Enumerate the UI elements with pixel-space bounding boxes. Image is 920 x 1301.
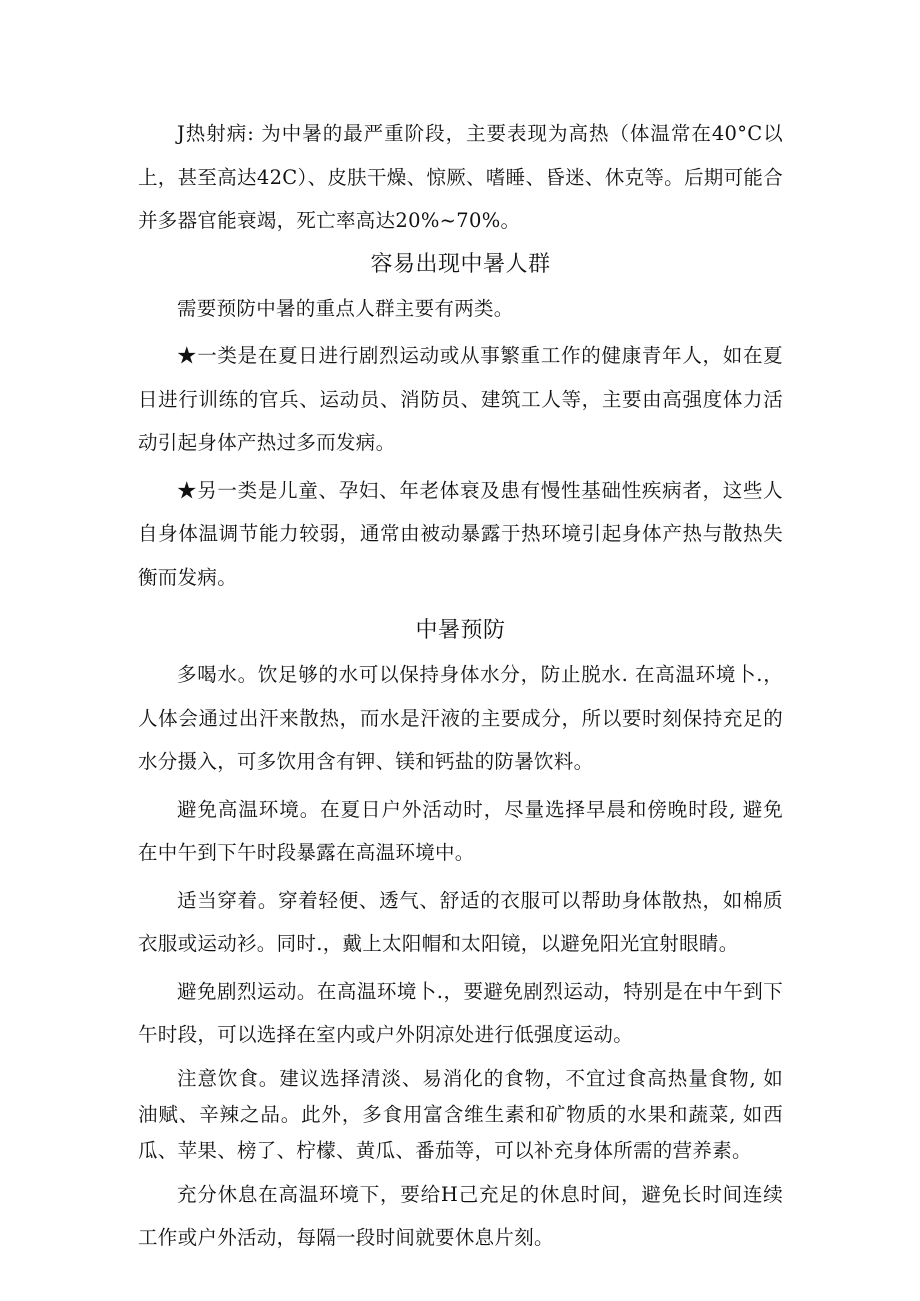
prevention-rest-paragraph: 充分休息在高温环境下，要给H己充足的休息时间，避免长时间连续工作或户外活动，每隔一段时间就要休息片刻。 — [138, 1182, 783, 1249]
prevention-water-paragraph: 多喝水。饮足够的水可以保持身体水分，防止脱水. 在高温环境卜.，人体会通过出汗来散热，而水是汗液的主要成分，所以要时刻保持充足的水分摄入，可多饮用含有钾、镁和钙盐的防暑饮料。 — [138, 663, 783, 773]
risk-groups-heading: 容易出现中暑人群 — [370, 251, 551, 277]
risk-group-1-paragraph: ★一类是在夏日进行剧烈运动或从事繁重工作的健康青年人，如在夏日进行训练的官兵、运动员、消防员、建筑工人等，主要由高强度体力活动引起身体产热过多而发病。 — [138, 344, 783, 454]
heatstroke-paragraph: J热射病: 为中暑的最严重阶段，主要表现为高热（体温常在40°C以上，甚至高达42C）、皮肤干燥、惊厥、嗜睡、昏迷、休克等。后期可能合并多器官能衰竭，死亡率高达20%~70%。 — [138, 122, 783, 232]
document-body — [138, 112, 783, 1260]
risk-group-2-paragraph: ★另一类是儿童、孕妇、年老体衰及患有慢性基础性疾病者，这些人自身体温调节能力较弱，通常由被动暴露于热环境引起身体产热与散热失衡而发病。 — [138, 478, 783, 589]
risk-groups-intro: 需要预防中暑的重点人群主要有两类。 — [177, 296, 514, 320]
prevention-exercise-paragraph: 避免剧烈运动。在高温环境卜.，要避免剧烈运动，特别是在中午到下午时段，可以选择在室内或户外阴凉处进行低强度运动。 — [138, 979, 783, 1046]
prevention-clothing-paragraph: 适当穿着。穿着轻便、透气、舒适的衣服可以帮助身体散热，如棉质衣服或运动衫。同时.，戴上太阳帽和太阳镜，以避免阳光宜射眼睛。 — [138, 888, 783, 955]
prevention-diet-paragraph: 注意饮食。建议选择清淡、易消化的食物，不宜过食高热量食物, 如油赋、辛辣之品。此外，多食用富含维生素和矿物质的水果和蔬菜, 如西瓜、苹果、榜了、柠檬、黄瓜、番茄等，可以补充身体所需的营养素。 — [138, 1066, 783, 1162]
prevention-avoid-heat-paragraph: 避免高温环境。在夏日户外活动时，尽量选择早晨和傍晚时段, 避免在中午到下午时段暴露在高温环境中。 — [138, 797, 783, 864]
prevention-heading: 中暑预防 — [415, 618, 506, 643]
